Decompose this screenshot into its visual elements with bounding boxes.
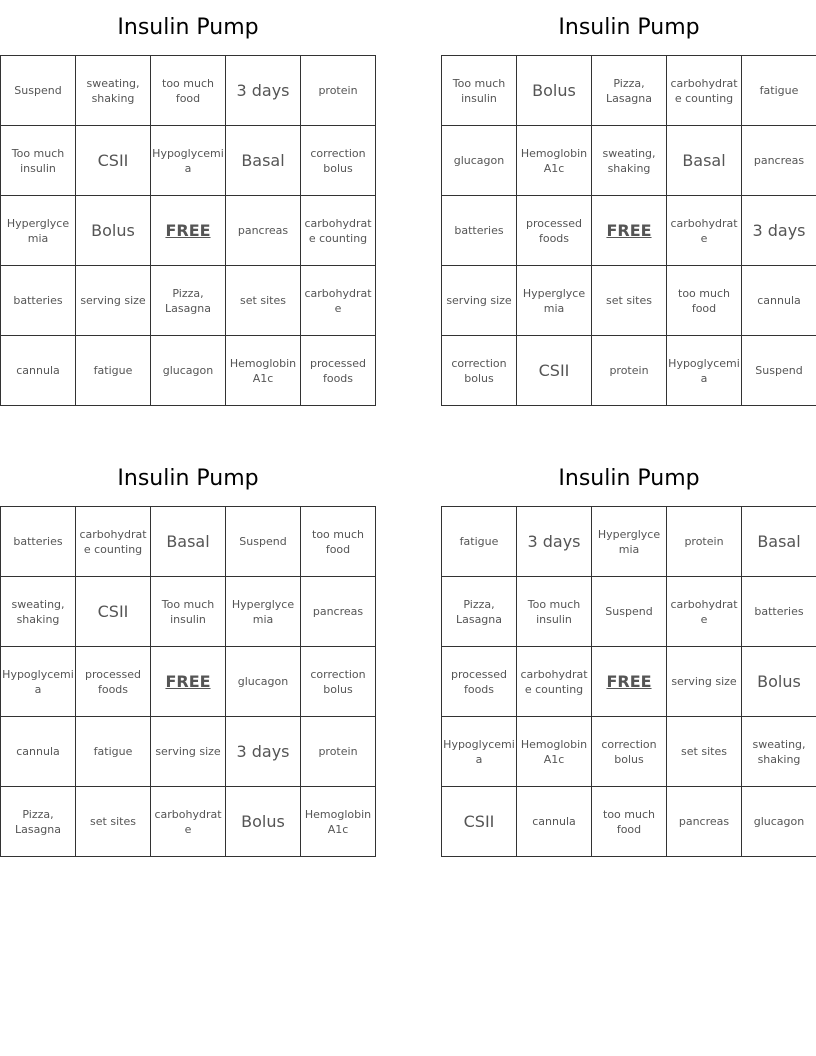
bingo-cell: serving size xyxy=(667,647,742,717)
bingo-cell: Too much insulin xyxy=(517,577,592,647)
bingo-cell: correction bolus xyxy=(442,336,517,406)
bingo-cell: Basal xyxy=(742,507,816,577)
bingo-cell: too much food xyxy=(667,266,742,336)
bingo-cell: sweating, shaking xyxy=(76,56,151,126)
bingo-cell: Pizza, Lasagna xyxy=(151,266,226,336)
bingo-cell: Too much insulin xyxy=(151,577,226,647)
bingo-cell: CSII xyxy=(76,126,151,196)
bingo-cell: pancreas xyxy=(742,126,816,196)
bingo-cell: Hyperglycemia xyxy=(226,577,301,647)
free-space-cell: FREE xyxy=(592,647,667,717)
bingo-cell: set sites xyxy=(226,266,301,336)
bingo-cell: glucagon xyxy=(742,787,816,857)
bingo-cell: Bolus xyxy=(226,787,301,857)
bingo-cell: correction bolus xyxy=(592,717,667,787)
bingo-cell: carbohydrate counting xyxy=(517,647,592,717)
bingo-cell: Hyperglycemia xyxy=(517,266,592,336)
bingo-cell: Hypoglycemia xyxy=(442,717,517,787)
bingo-cell: batteries xyxy=(442,196,517,266)
bingo-cell: Hypoglycemia xyxy=(151,126,226,196)
bingo-cell: Bolus xyxy=(76,196,151,266)
bingo-grid xyxy=(0,55,376,406)
bingo-cell: CSII xyxy=(76,577,151,647)
bingo-cell: batteries xyxy=(742,577,816,647)
bingo-cell: Bolus xyxy=(517,56,592,126)
bingo-cell: carbohydrate xyxy=(667,196,742,266)
free-space-cell: FREE xyxy=(151,196,226,266)
card-title: Insulin Pump xyxy=(117,466,259,491)
bingo-cell: protein xyxy=(301,717,376,787)
card-title: Insulin Pump xyxy=(117,15,259,40)
bingo-card-3 xyxy=(0,451,376,857)
bingo-cell: CSII xyxy=(517,336,592,406)
bingo-card-2 xyxy=(441,0,816,406)
bingo-cell: carbohydrate counting xyxy=(667,56,742,126)
bingo-cell: CSII xyxy=(442,787,517,857)
bingo-cell: Hypoglycemia xyxy=(667,336,742,406)
bingo-cell: pancreas xyxy=(301,577,376,647)
bingo-cell: fatigue xyxy=(76,336,151,406)
bingo-cell: fatigue xyxy=(442,507,517,577)
bingo-cell: fatigue xyxy=(742,56,816,126)
bingo-cell: Basal xyxy=(226,126,301,196)
bingo-cell: too much food xyxy=(151,56,226,126)
bingo-cell: serving size xyxy=(151,717,226,787)
bingo-cell: glucagon xyxy=(226,647,301,717)
bingo-cell: cannula xyxy=(1,717,76,787)
bingo-cell: Too much insulin xyxy=(1,126,76,196)
bingo-cell: 3 days xyxy=(226,56,301,126)
bingo-cell: cannula xyxy=(1,336,76,406)
bingo-cell: carbohydrate counting xyxy=(76,507,151,577)
bingo-cell: Hypoglycemia xyxy=(1,647,76,717)
bingo-cell: processed foods xyxy=(517,196,592,266)
bingo-cell: glucagon xyxy=(151,336,226,406)
bingo-cell: serving size xyxy=(442,266,517,336)
bingo-cell: set sites xyxy=(667,717,742,787)
bingo-cell: cannula xyxy=(742,266,816,336)
bingo-cell: cannula xyxy=(517,787,592,857)
bingo-cell: 3 days xyxy=(226,717,301,787)
bingo-cell: too much food xyxy=(301,507,376,577)
bingo-cell: carbohydrate xyxy=(667,577,742,647)
bingo-cell: Pizza, Lasagna xyxy=(442,577,517,647)
bingo-cell: Bolus xyxy=(742,647,816,717)
bingo-cell: carbohydrate xyxy=(301,266,376,336)
free-space-cell: FREE xyxy=(151,647,226,717)
bingo-cell: Too much insulin xyxy=(442,56,517,126)
bingo-cell: correction bolus xyxy=(301,647,376,717)
bingo-grid xyxy=(0,506,376,857)
bingo-cell: sweating, shaking xyxy=(1,577,76,647)
bingo-grid xyxy=(441,506,816,857)
card-title: Insulin Pump xyxy=(558,466,700,491)
bingo-cell: protein xyxy=(667,507,742,577)
bingo-cell: Suspend xyxy=(742,336,816,406)
bingo-cell: Pizza, Lasagna xyxy=(1,787,76,857)
bingo-cell: protein xyxy=(592,336,667,406)
bingo-cell: set sites xyxy=(76,787,151,857)
bingo-cell: Pizza, Lasagna xyxy=(592,56,667,126)
bingo-cell: pancreas xyxy=(667,787,742,857)
bingo-cell: Basal xyxy=(151,507,226,577)
bingo-cell: glucagon xyxy=(442,126,517,196)
bingo-cell: processed foods xyxy=(76,647,151,717)
bingo-cell: batteries xyxy=(1,266,76,336)
bingo-cell: pancreas xyxy=(226,196,301,266)
bingo-cell: sweating, shaking xyxy=(592,126,667,196)
bingo-cell: processed foods xyxy=(301,336,376,406)
bingo-cell: too much food xyxy=(592,787,667,857)
bingo-cell: Suspend xyxy=(592,577,667,647)
bingo-cell: 3 days xyxy=(742,196,816,266)
card-title: Insulin Pump xyxy=(558,15,700,40)
bingo-cell: set sites xyxy=(592,266,667,336)
bingo-cell: correction bolus xyxy=(301,126,376,196)
free-space-cell: FREE xyxy=(592,196,667,266)
bingo-cell: batteries xyxy=(1,507,76,577)
bingo-cell: fatigue xyxy=(76,717,151,787)
bingo-cell: Hyperglycemia xyxy=(592,507,667,577)
bingo-cell: Suspend xyxy=(1,56,76,126)
bingo-cell: Suspend xyxy=(226,507,301,577)
bingo-cell: serving size xyxy=(76,266,151,336)
bingo-cell: Hyperglycemia xyxy=(1,196,76,266)
bingo-cell: sweating, shaking xyxy=(742,717,816,787)
bingo-cell: carbohydrate xyxy=(151,787,226,857)
bingo-grid xyxy=(441,55,816,406)
bingo-card-1 xyxy=(0,0,376,406)
bingo-cell: Hemoglobin A1c xyxy=(226,336,301,406)
bingo-card-4 xyxy=(441,451,816,857)
bingo-cell: processed foods xyxy=(442,647,517,717)
bingo-cell: carbohydrate counting xyxy=(301,196,376,266)
bingo-cell: 3 days xyxy=(517,507,592,577)
bingo-cell: Hemoglobin A1c xyxy=(517,126,592,196)
bingo-cell: Hemoglobin A1c xyxy=(301,787,376,857)
bingo-cell: Basal xyxy=(667,126,742,196)
bingo-cell: Hemoglobin A1c xyxy=(517,717,592,787)
bingo-cell: protein xyxy=(301,56,376,126)
